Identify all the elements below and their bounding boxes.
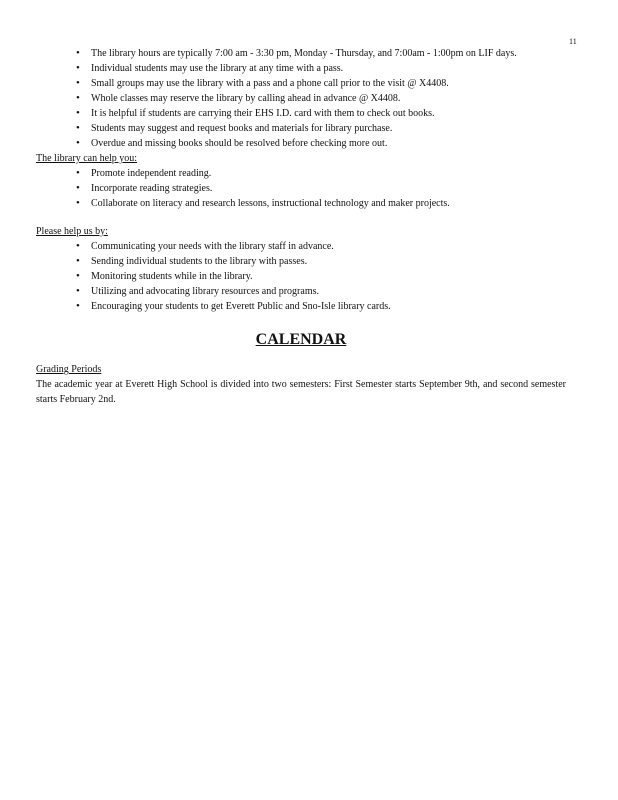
page-number: 11 [569, 37, 577, 46]
please-help-list [36, 239, 566, 314]
list-item: • Whole classes may reserve the library by calling ahead in advance @ X4408. [91, 91, 566, 106]
grading-periods-text: The academic year at Everett High School is divided into two semesters: First Semester starts September 9th, and second semester starts February 2nd. [36, 379, 566, 405]
list-item: • Communicating your needs with the library staff in advance. [91, 239, 566, 254]
list-item: • Students may suggest and request books and materials for library purchase. [91, 121, 566, 136]
list-item: • It is helpful if students are carrying their EHS I.D. card with them to check out books. [91, 106, 566, 121]
library-help-list [36, 166, 566, 211]
list-item: • Incorporate reading strategies. [91, 181, 566, 196]
please-help-heading: Please help us by: [36, 226, 108, 237]
list-item: • Small groups may use the library with a pass and a phone call prior to the visit @ X4408. [91, 76, 566, 91]
list-item: • The library hours are typically 7:00 am - 3:30 pm, Monday - Thursday, and 7:00am - 1:00pm on LIF days. [91, 46, 566, 61]
list-item: • Monitoring students while in the library. [91, 269, 566, 284]
list-item: • Utilizing and advocating library resources and programs. [91, 284, 566, 299]
list-item: • Encouraging your students to get Everett Public and Sno-Isle library cards. [91, 299, 566, 314]
calendar-title: CALENDAR [255, 331, 347, 348]
grading-periods-heading: Grading Periods [36, 364, 102, 375]
list-item: • Individual students may use the library at any time with a pass. [91, 61, 566, 76]
library-hours-list [36, 46, 566, 151]
library-help-heading: The library can help you: [36, 153, 138, 164]
list-item: • Overdue and missing books should be resolved before checking more out. [91, 136, 566, 151]
list-item: • Promote independent reading. [91, 166, 566, 181]
document-body [36, 46, 566, 407]
list-item: • Collaborate on literacy and research lessons, instructional technology and maker projects. [91, 196, 566, 211]
list-item: • Sending individual students to the library with passes. [91, 254, 566, 269]
